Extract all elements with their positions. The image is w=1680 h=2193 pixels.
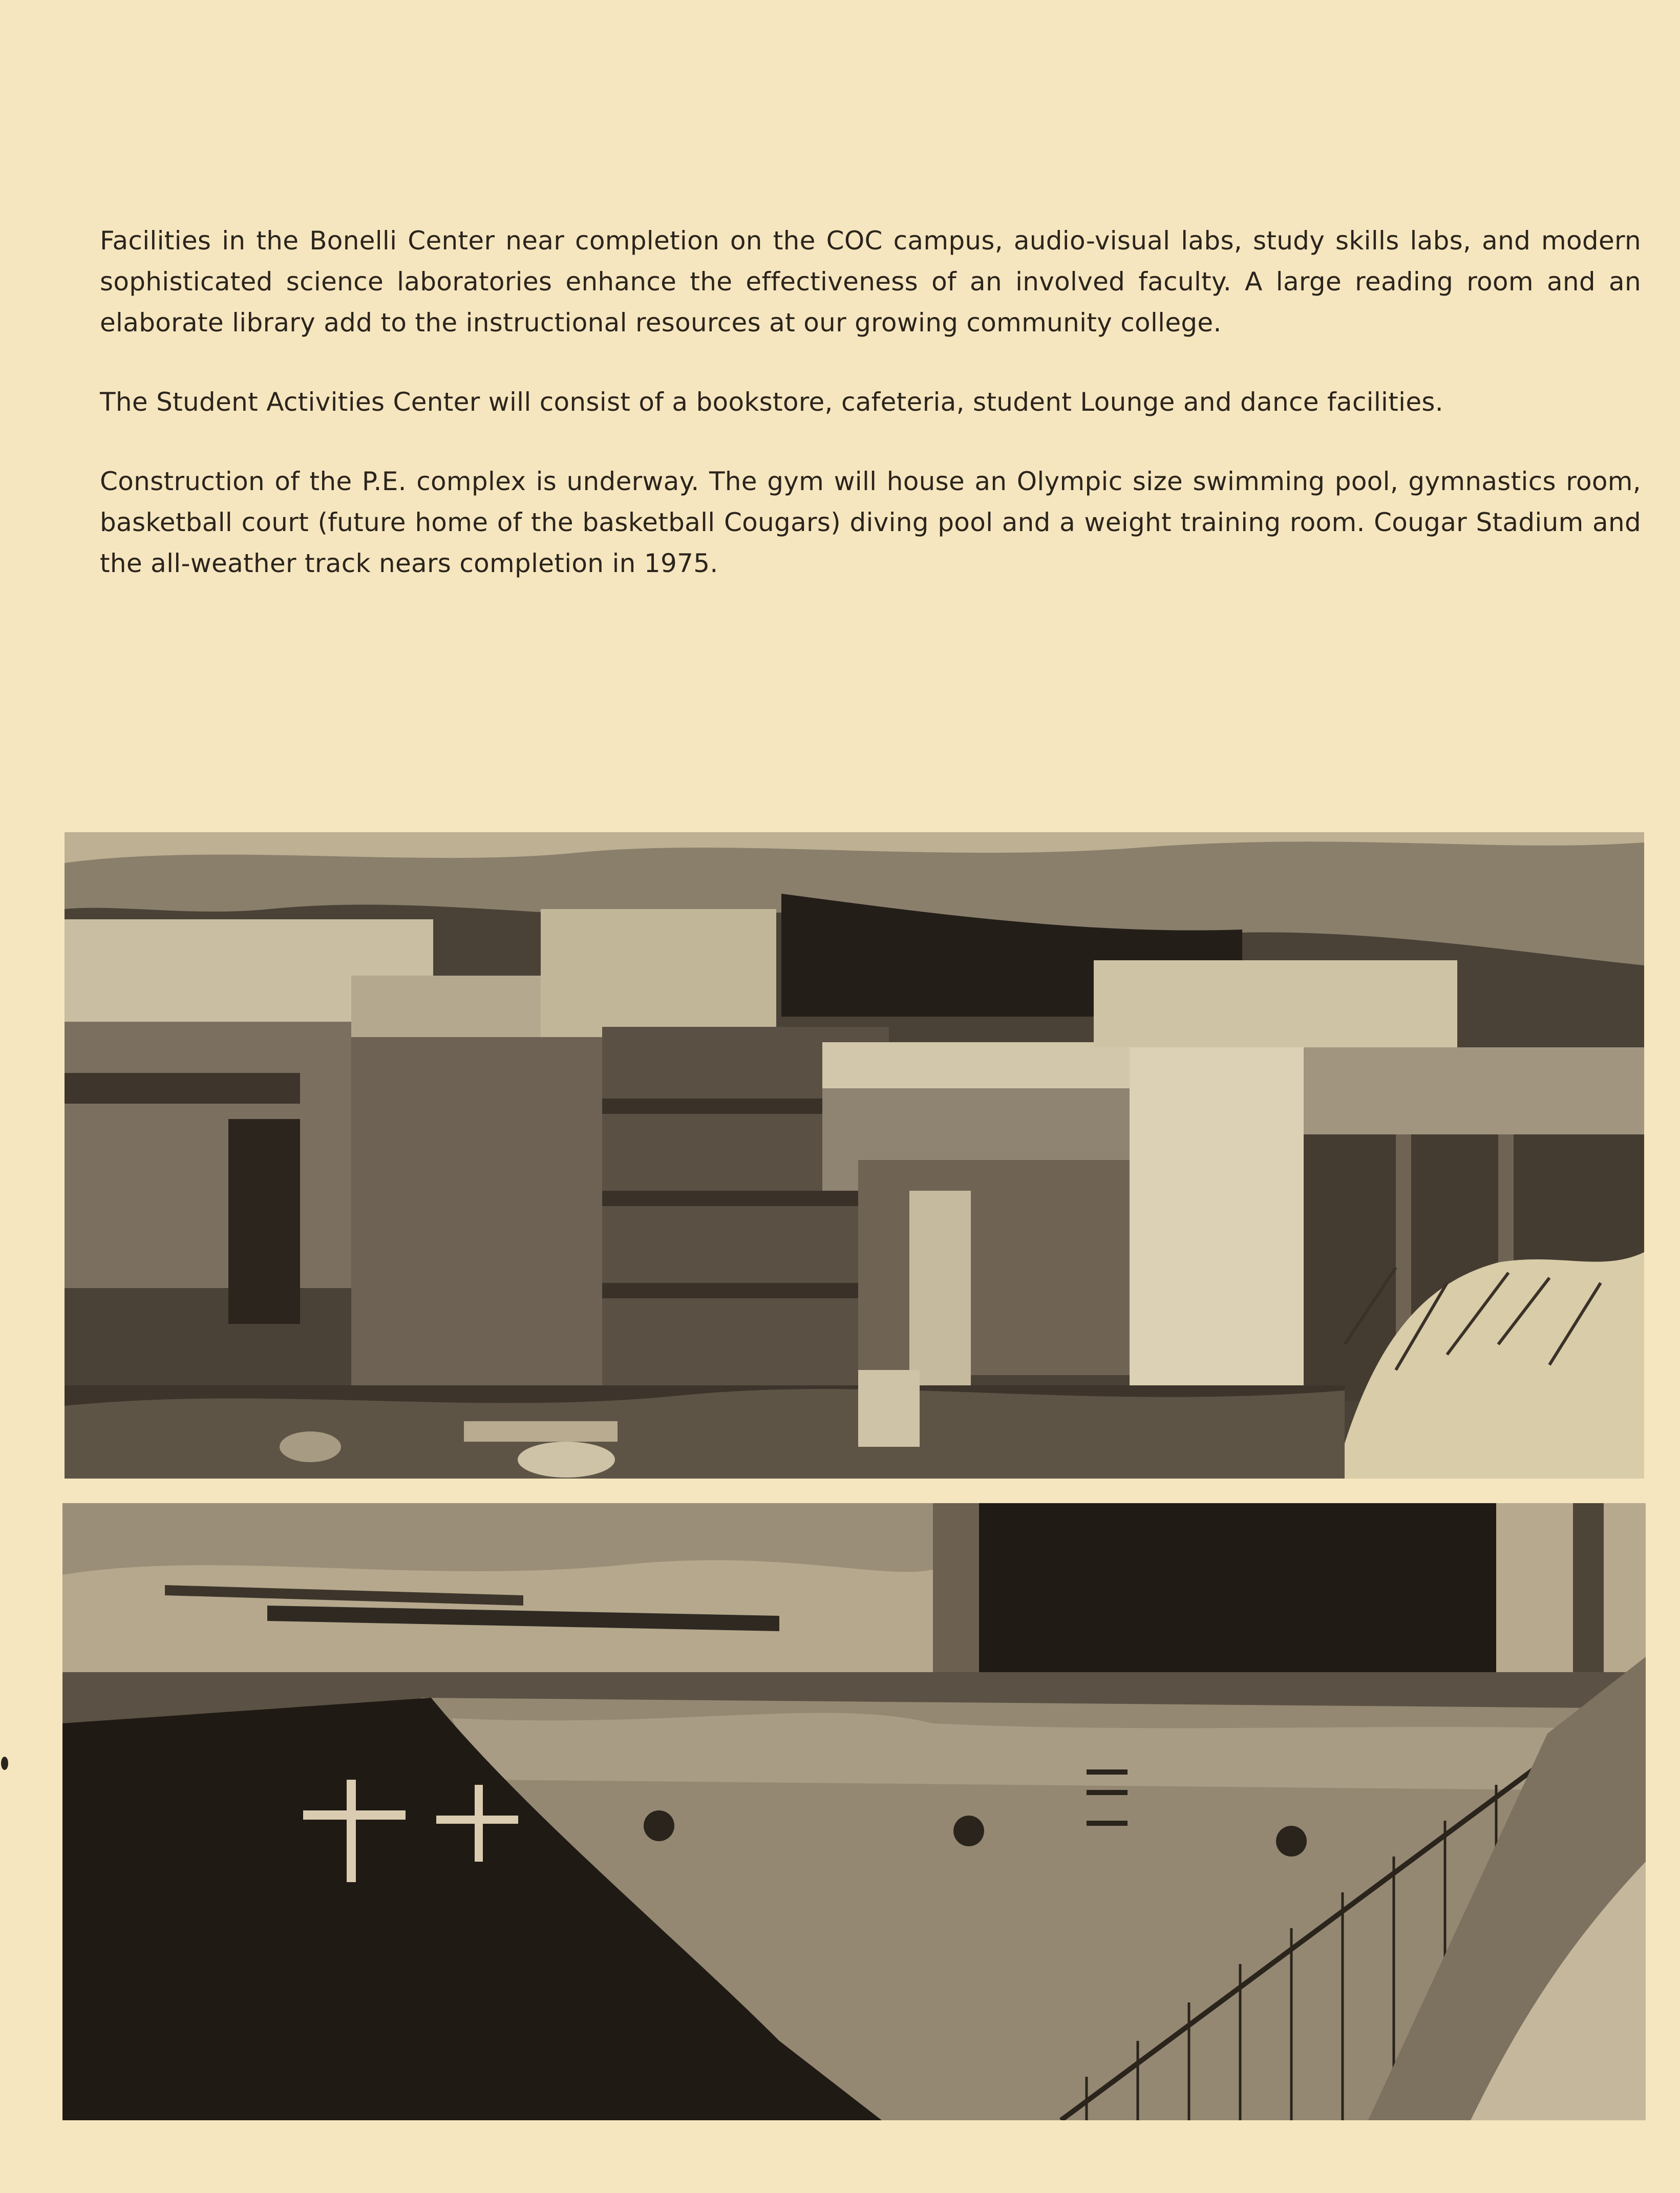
pool-construction-photo: [62, 1503, 1646, 2120]
paragraph-pe-complex: Construction of the P.E. complex is underway. The gym will house an Olympic size swimming pool, gymnastics room, basketball court (future home of the basketball Cougars) diving pool and a weight training room. Cougar Stadium and the all-weather track nears completion in 1975.: [100, 467, 1641, 578]
construction-buildings-image: [65, 832, 1644, 1479]
construction-buildings-photo: [65, 832, 1644, 1479]
print-speck: [1, 1757, 8, 1770]
paragraph-facilities: Facilities in the Bonelli Center near completion on the COC campus, audio-visual labs, study skills labs, and modern sophisticated science laboratories enhance the effectiveness of an involved faculty. A large reading room and an elaborate library add to the instructional resources at our growing community college.: [100, 226, 1641, 338]
article-text: [100, 220, 1641, 584]
pool-construction-image: [62, 1503, 1646, 2120]
paragraph-student-activities: The Student Activities Center will consist of a bookstore, cafeteria, student Lounge and dance facilities.: [100, 387, 1443, 417]
